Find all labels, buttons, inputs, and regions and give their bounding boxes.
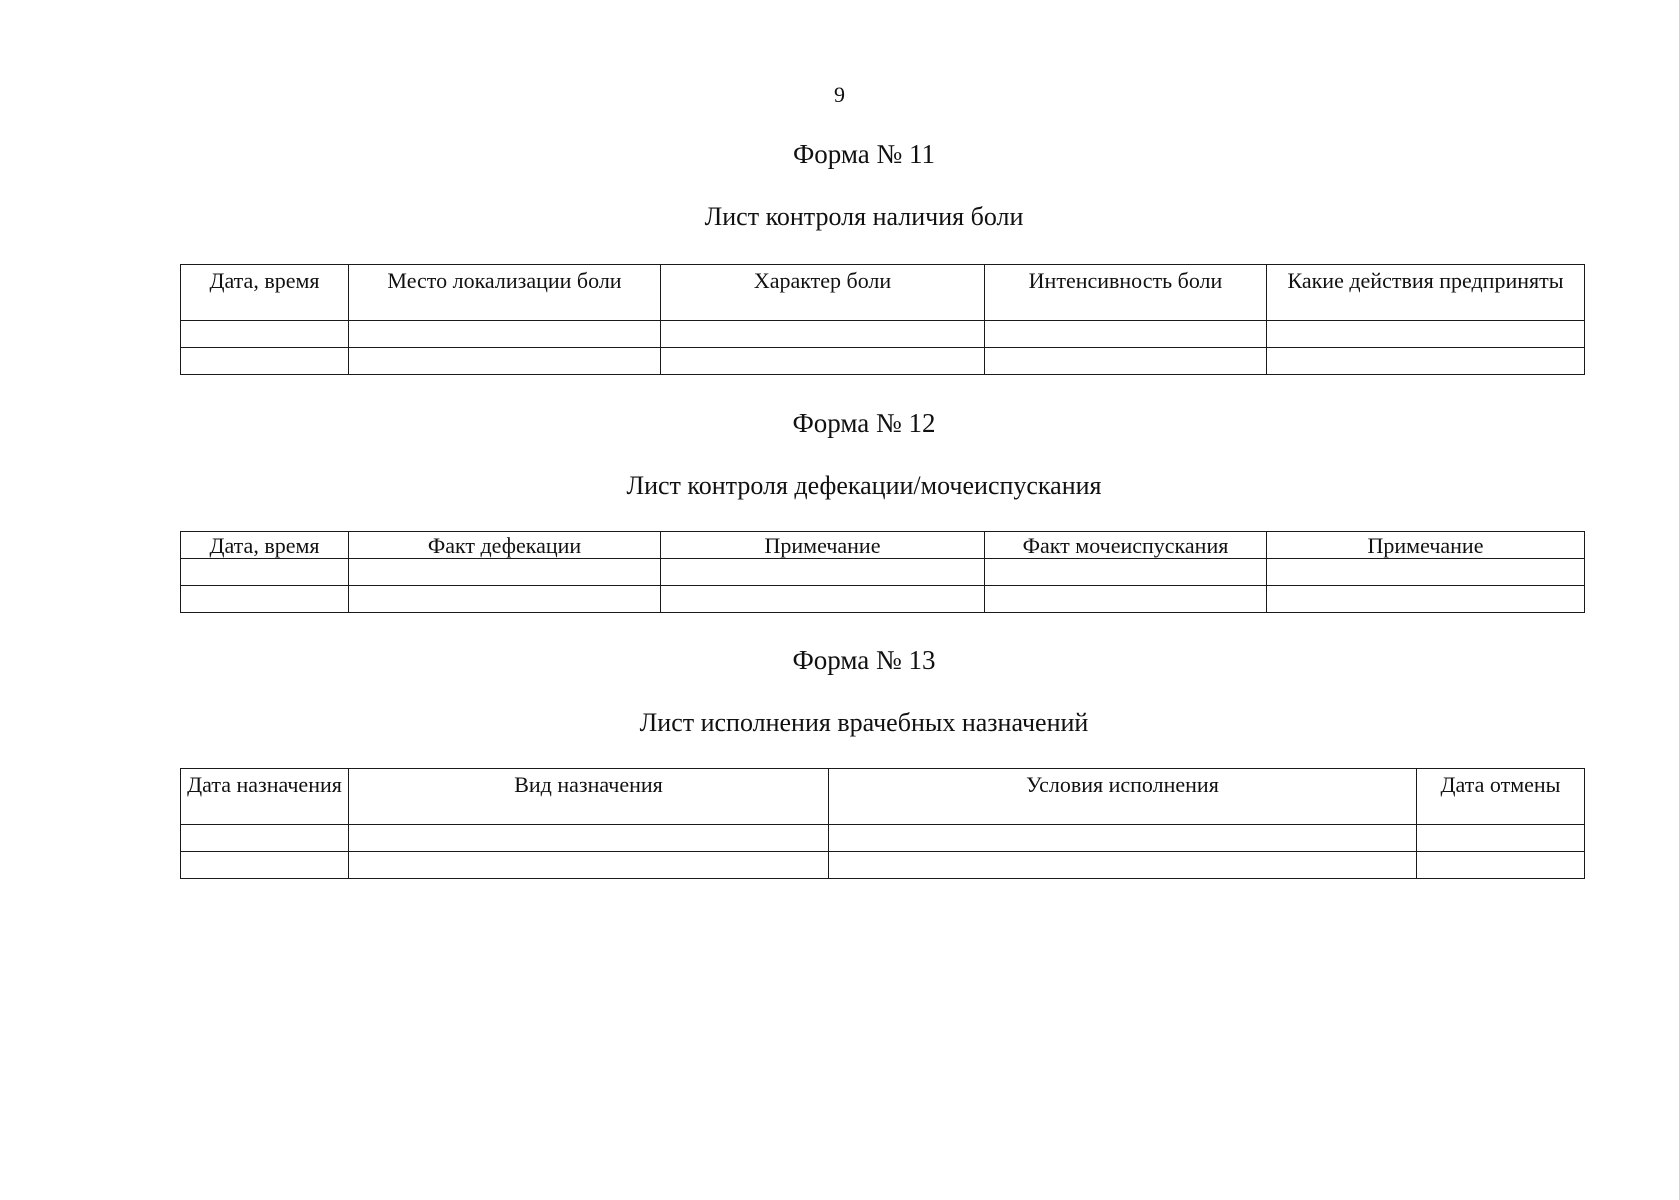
table-cell[interactable]	[661, 559, 985, 586]
column-header: Вид назначения	[349, 769, 829, 825]
table-row	[181, 825, 1585, 852]
table-cell[interactable]	[349, 852, 829, 879]
column-header: Какие действия предприняты	[1267, 265, 1585, 321]
table-cell[interactable]	[1267, 586, 1585, 613]
table-cell[interactable]	[985, 348, 1267, 375]
page-number: 9	[834, 82, 845, 107]
table-cell[interactable]	[349, 586, 661, 613]
column-header: Дата назначения	[181, 769, 349, 825]
table-cell[interactable]	[985, 586, 1267, 613]
pain-control-table	[180, 264, 1585, 375]
column-header: Дата, время	[181, 265, 349, 321]
column-header: Интенсивность боли	[985, 265, 1267, 321]
form-12-title: Лист контроля дефекации/мочеиспускания	[626, 471, 1102, 500]
table-cell[interactable]	[829, 825, 1417, 852]
form-11-number: Форма № 11	[792, 139, 936, 169]
column-header: Характер боли	[661, 265, 985, 321]
column-header: Место локализации боли	[349, 265, 661, 321]
table-cell[interactable]	[349, 321, 661, 348]
column-header: Примечание	[1267, 532, 1585, 559]
column-header: Дата, время	[181, 532, 349, 559]
column-header: Факт дефекации	[349, 532, 661, 559]
table-cell[interactable]	[1267, 321, 1585, 348]
table-cell[interactable]	[181, 348, 349, 375]
defecation-urination-table	[180, 531, 1585, 613]
form-13-title: Лист исполнения врачебных назначений	[639, 708, 1089, 737]
table-cell[interactable]	[829, 852, 1417, 879]
table-cell[interactable]	[1267, 559, 1585, 586]
table-cell[interactable]	[181, 586, 349, 613]
table-row	[181, 852, 1585, 879]
prescription-execution-table	[180, 768, 1585, 879]
table-cell[interactable]	[349, 348, 661, 375]
table-row	[181, 348, 1585, 375]
table-cell[interactable]	[985, 321, 1267, 348]
table-cell[interactable]	[181, 559, 349, 586]
form-13-number: Форма № 13	[792, 645, 936, 675]
table-row	[181, 559, 1585, 586]
table-cell[interactable]	[1417, 852, 1585, 879]
column-header: Дата отмены	[1417, 769, 1585, 825]
table-cell[interactable]	[349, 825, 829, 852]
column-header: Условия исполнения	[829, 769, 1417, 825]
table-cell[interactable]	[181, 825, 349, 852]
table-cell[interactable]	[985, 559, 1267, 586]
table-header-row	[181, 532, 1585, 559]
table-header-row	[181, 265, 1585, 321]
table-cell[interactable]	[661, 586, 985, 613]
table-header-row	[181, 769, 1585, 825]
table-cell[interactable]	[181, 852, 349, 879]
table-cell[interactable]	[661, 321, 985, 348]
form-12-number: Форма № 12	[792, 408, 936, 438]
table-cell[interactable]	[349, 559, 661, 586]
column-header: Факт мочеиспускания	[985, 532, 1267, 559]
table-cell[interactable]	[181, 321, 349, 348]
table-row	[181, 321, 1585, 348]
table-cell[interactable]	[1267, 348, 1585, 375]
form-11-title: Лист контроля наличия боли	[704, 202, 1024, 231]
table-cell[interactable]	[1417, 825, 1585, 852]
table-row	[181, 586, 1585, 613]
table-cell[interactable]	[661, 348, 985, 375]
column-header: Примечание	[661, 532, 985, 559]
